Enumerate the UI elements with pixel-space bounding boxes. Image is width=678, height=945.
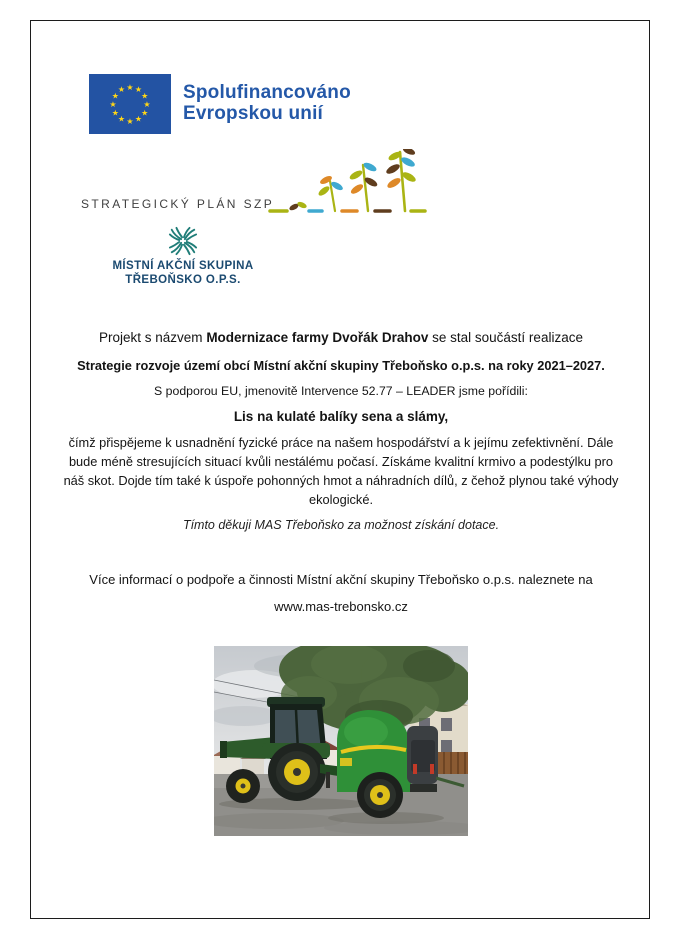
mas-trebonsko-logo: [78, 226, 288, 287]
eu-cofunded-logo: [89, 74, 351, 134]
thanks-line: Tímto děkuji MAS Třeboňsko za možnost získání dotace.: [182, 518, 500, 532]
svg-text:★: ★: [134, 114, 143, 124]
photo-tractor-baler: [214, 646, 468, 836]
svg-text:★: ★: [141, 91, 149, 101]
project-intro-line: [41, 330, 641, 345]
svg-text:★: ★: [111, 108, 119, 118]
eu-flag-icon: [89, 74, 171, 134]
project-name: Modernizace farmy Dvořák Drahov: [206, 330, 429, 345]
eu-cofunded-line1: Spolufinancováno: [183, 82, 351, 103]
project-intro-suffix: se stal součástí realizace: [428, 330, 583, 345]
document-page: [30, 20, 650, 919]
svg-text:★: ★: [117, 114, 126, 124]
benefits-paragraph: čímž přispějeme k usnadnění fyzické práce na našem hospodářství a k jejímu zefektivnění. Dále bude méně stresujících situací kvůli nestálému počasí. Získáme kvalitní krmivo a podestýlku pro náš skot. Dojde tím také k úspoře pohonných hmot a náhradních dílů, z čehož plynou také výhody ekologické.: [63, 435, 619, 507]
purchase-line: Lis na kulaté balíky sena a slámy,: [233, 409, 449, 424]
project-intro-prefix: Projekt s názvem: [99, 330, 207, 345]
strategy-line: Strategie rozvoje území obcí Místní akční skupiny Třeboňsko o.p.s. na roky 2021–2027.: [77, 358, 605, 373]
mas-pinwheel-icon: [168, 226, 198, 256]
support-line: S podporou EU, jmenovitě Intervence 52.77 – LEADER jsme pořídili:: [154, 384, 528, 398]
szp-plants-icon: [267, 149, 427, 217]
svg-text:★: ★: [111, 91, 119, 101]
more-info-line: Více informací o podpoře a činnosti Místní akční skupiny Třeboňsko o.p.s. naleznete na: [89, 572, 593, 587]
eu-cofunded-text: [183, 82, 351, 124]
mas-logo-line2: TŘEBOŇSKO O.P.S.: [125, 274, 241, 286]
svg-text:★: ★: [143, 99, 151, 109]
svg-text:★: ★: [126, 82, 134, 92]
svg-text:★: ★: [117, 85, 126, 95]
eu-cofunded-line2: Evropskou unií: [183, 103, 324, 124]
szp-plan-label: STRATEGICKÝ PLÁN SZP: [81, 197, 275, 211]
mas-logo-line1: MÍSTNÍ AKČNÍ SKUPINA: [112, 260, 254, 272]
svg-text:★: ★: [141, 108, 149, 118]
svg-text:★: ★: [134, 85, 143, 95]
mas-logo-text: [78, 259, 288, 287]
svg-text:★: ★: [109, 99, 117, 109]
svg-text:★: ★: [126, 116, 134, 126]
website-text: www.mas-trebonsko.cz: [274, 599, 408, 614]
szp-plan-logo: [81, 149, 441, 217]
